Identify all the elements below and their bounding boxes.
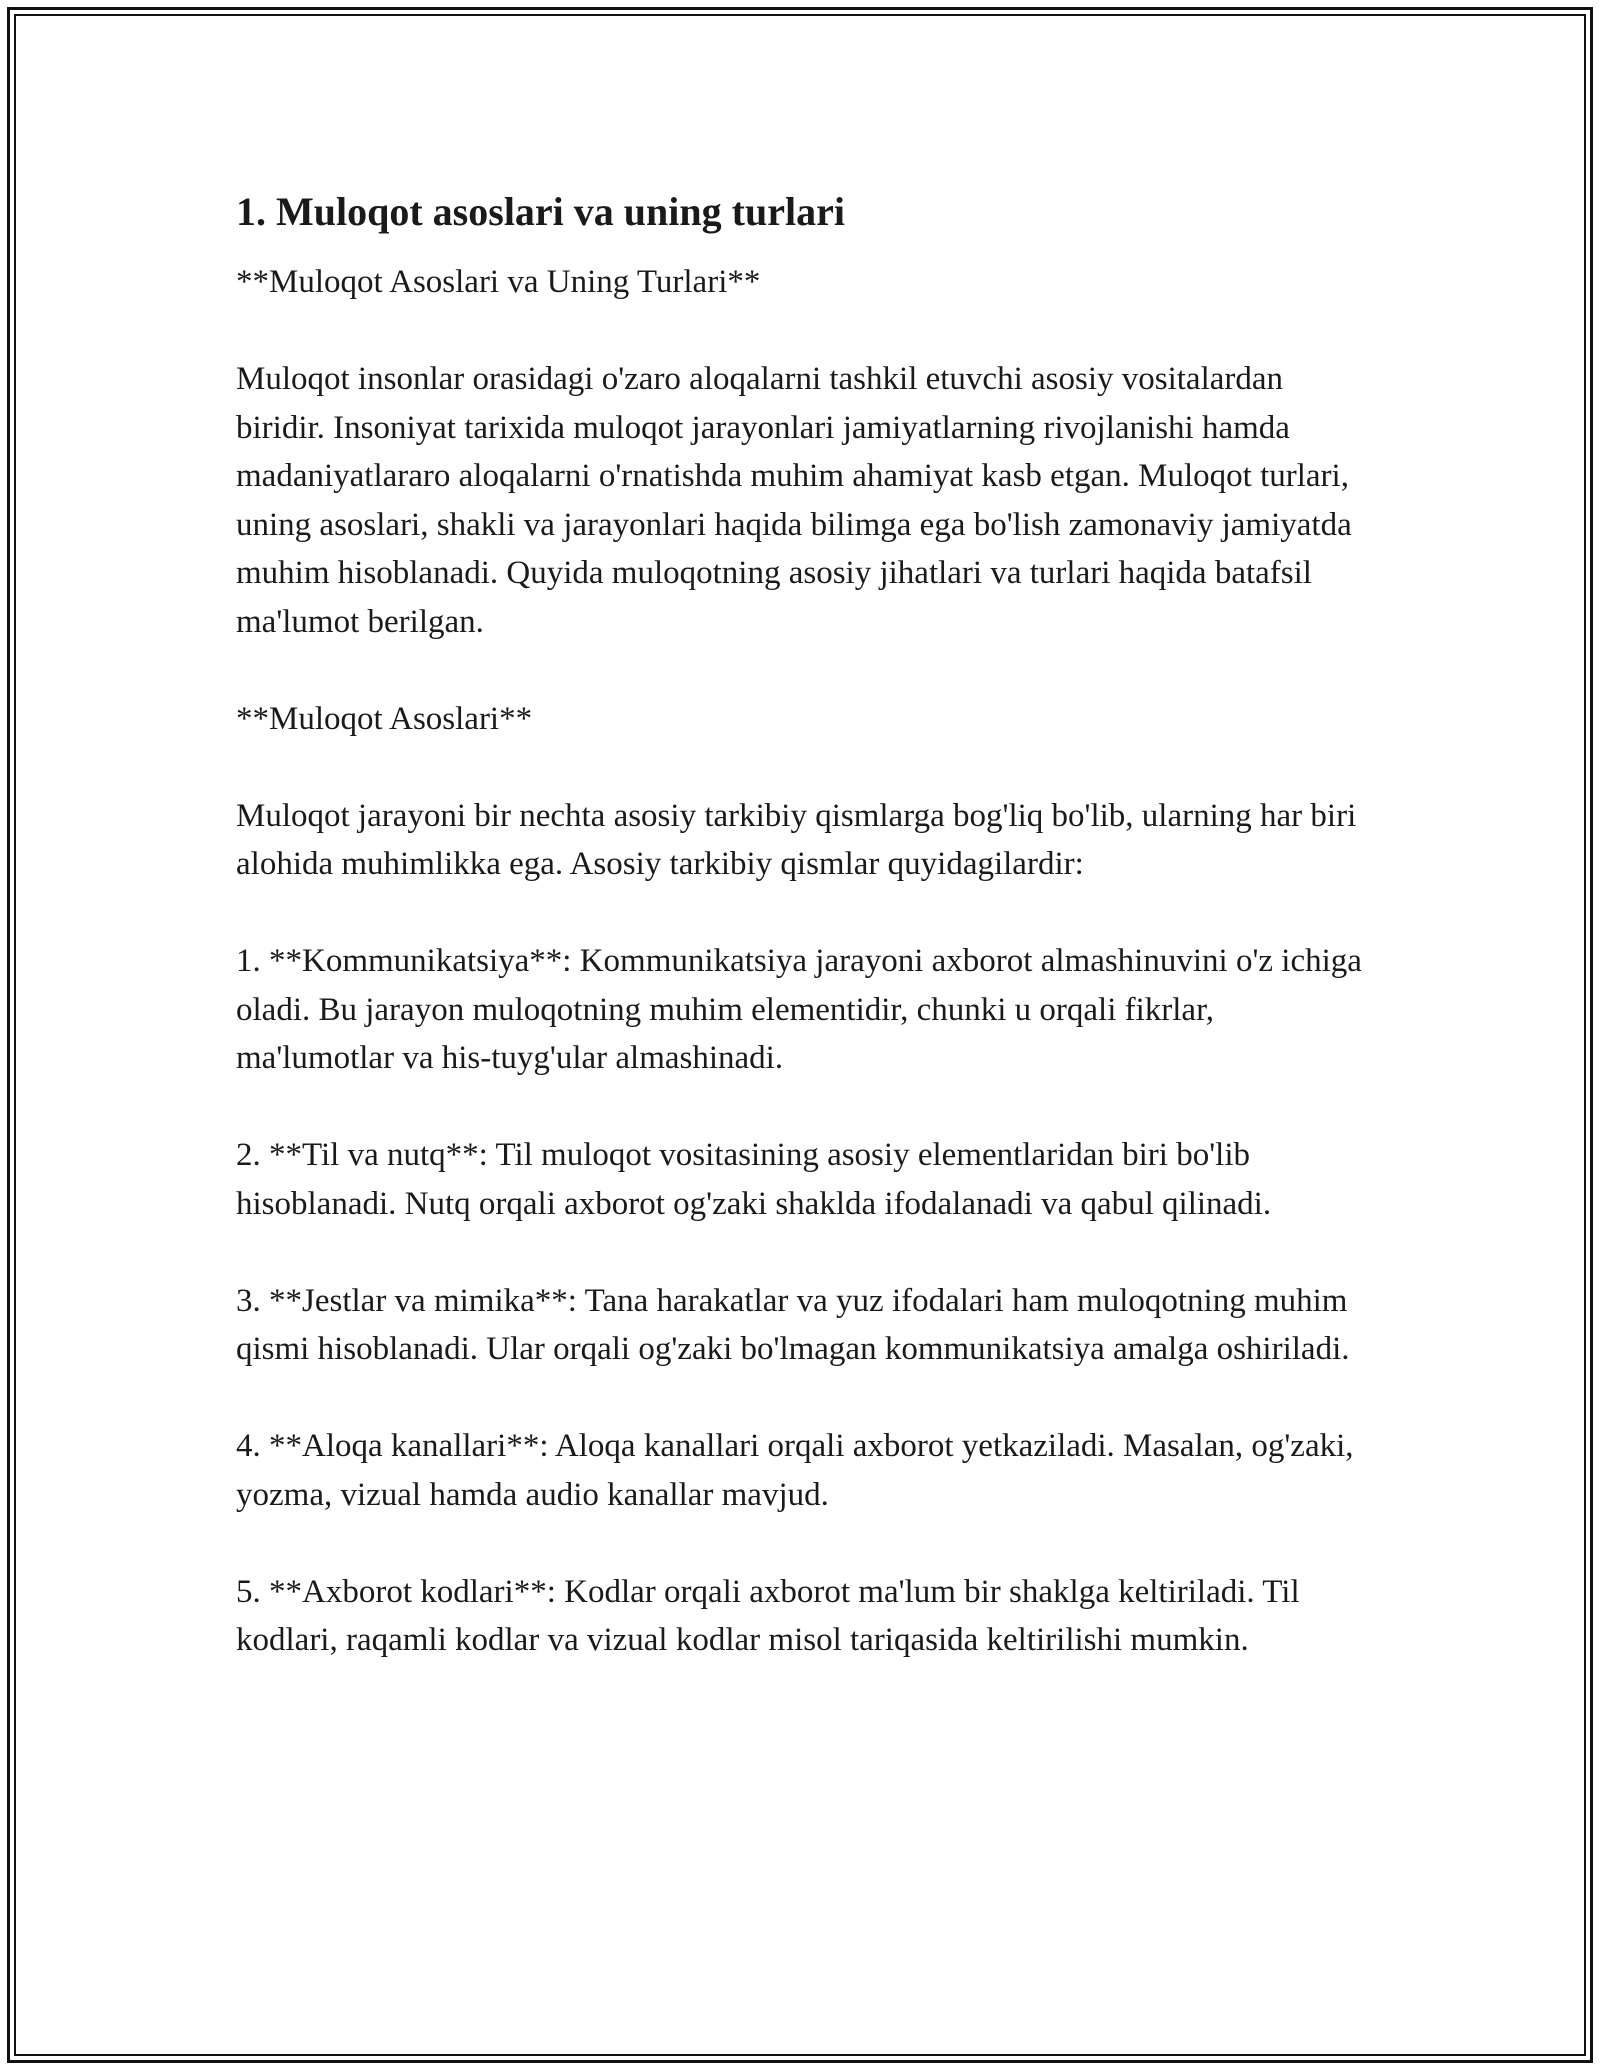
list-item-gestures: 3. **Jestlar va mimika**: Tana harakatlar va yuz ifodalari ham muloqotning muhim qismi hisoblanadi. Ular orqali og'zaki bo'lmagan kommunikatsiya amalga oshiriladi.	[236, 1282, 1350, 1367]
list-item-codes: 5. **Axborot kodlari**: Kodlar orqali axborot ma'lum bir shaklga keltiriladi. Til kodlari, raqamli kodlar va vizual kodlar misol tariqasida keltirilishi mumkin.	[236, 1573, 1300, 1658]
page-title: 1. Muloqot asoslari va uning turlari	[236, 189, 845, 234]
subtitle-paragraph: **Muloqot Asoslari va Uning Turlari**	[236, 264, 761, 300]
intro-paragraph: Muloqot insonlar orasidagi o'zaro aloqalarni tashkil etuvchi asosiy vositalardan biridir. Insoniyat tarixida muloqot jarayonlari jamiyatlarning rivojlanishi hamda madaniyatlararo aloqalarni o'rnatishda muhim ahamiyat kasb etgan. Muloqot turlari, uning asoslari, shakli va jarayonlari haqida bilimga ega bo'lish zamonaviy jamiyatda muhim hisoblanadi. Quyida muloqotning asosiy jihatlari va turlari haqida batafsil ma'lumot berilgan.	[236, 361, 1352, 640]
list-item-language-speech: 2. **Til va nutq**: Til muloqot vositasining asosiy elementlaridan biri bo'lib hisoblanadi. Nutq orqali axborot og'zaki shaklda ifodalanadi va qabul qilinadi.	[236, 1137, 1272, 1222]
list-item-channels: 4. **Aloqa kanallari**: Aloqa kanallari orqali axborot yetkaziladi. Masalan, og'zaki, yozma, vizual hamda audio kanallar mavjud.	[236, 1428, 1354, 1513]
section-heading-paragraph: **Muloqot Asoslari**	[236, 700, 533, 737]
document-body	[236, 186, 1376, 1713]
list-item-communication: 1. **Kommunikatsiya**: Kommunikatsiya jarayoni axborot almashinuvini o'z ichiga oladi. Bu jarayon muloqotning muhim elementidir, chunki u orqali fikrlar, ma'lumotlar va his-tuyg'ular almashinadi.	[236, 943, 1362, 1076]
components-intro-paragraph: Muloqot jarayoni bir nechta asosiy tarkibiy qismlarga bog'liq bo'lib, ularning har biri alohida muhimlikka ega. Asosiy tarkibiy qismlar quyidagilardir:	[236, 797, 1357, 882]
